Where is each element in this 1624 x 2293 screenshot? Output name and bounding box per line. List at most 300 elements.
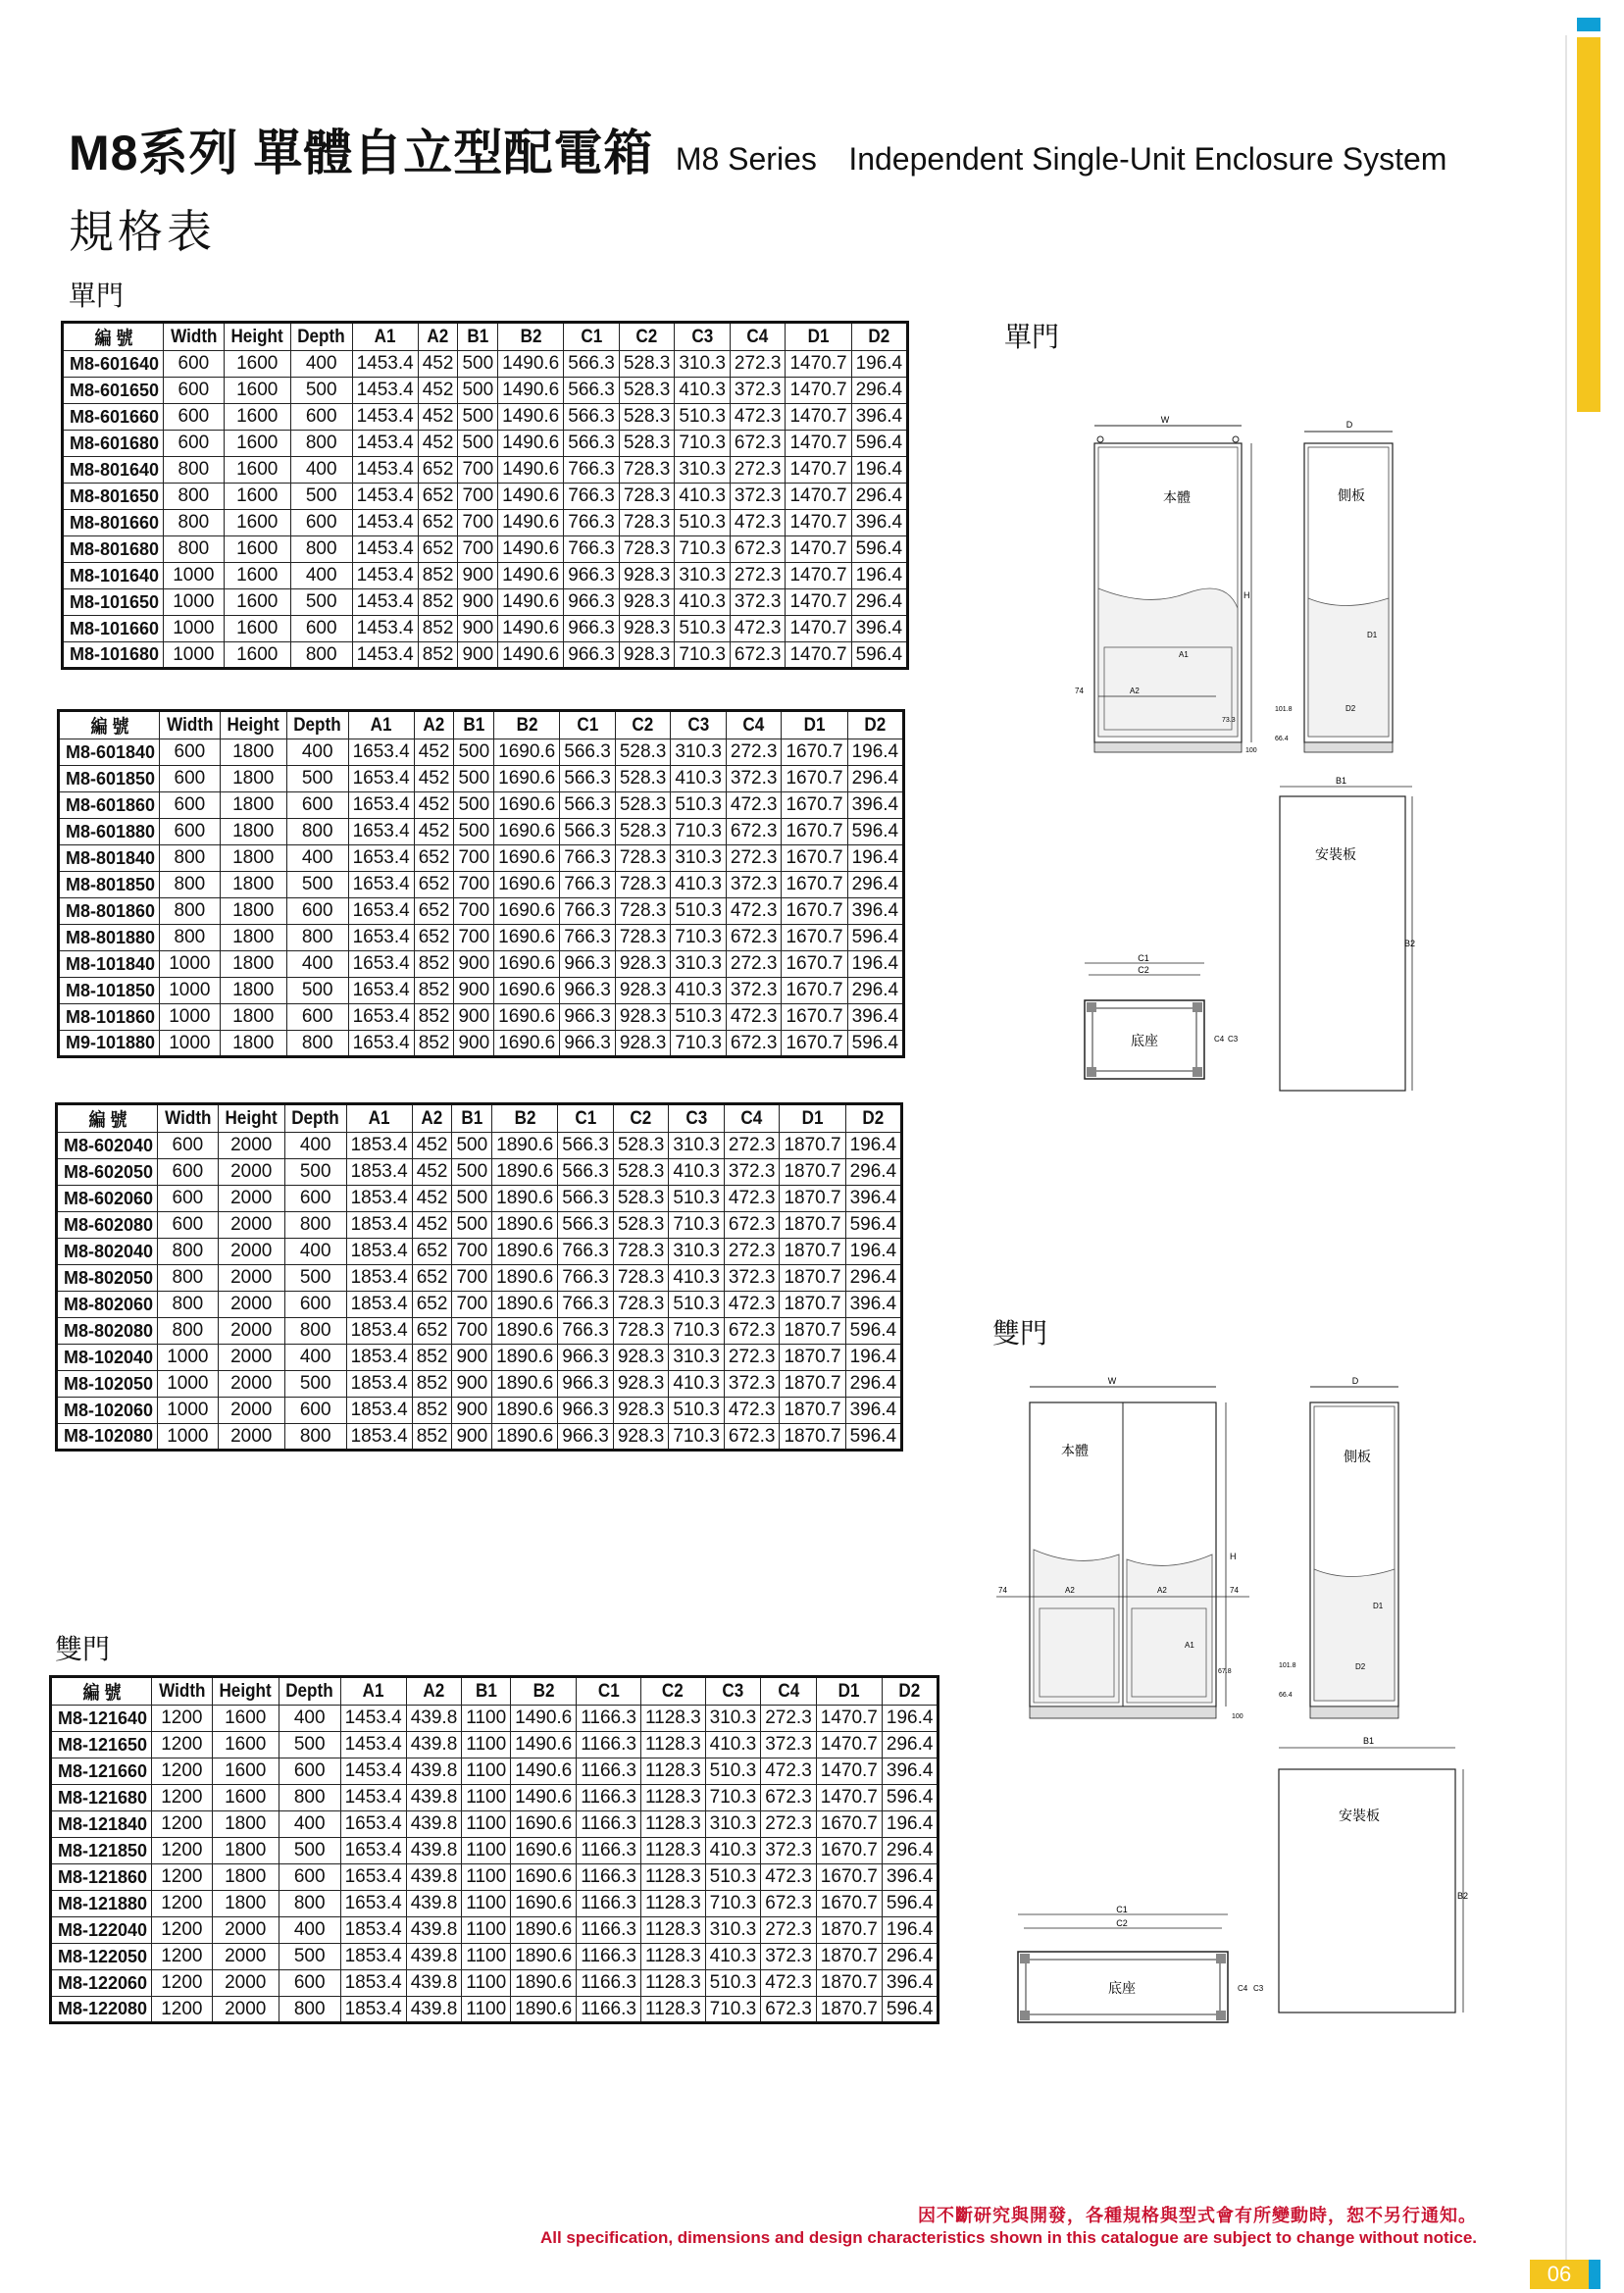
column-header: D2 <box>848 1104 899 1133</box>
spec-cell: 472.3 <box>730 510 786 536</box>
spec-cell: 600 <box>286 1004 348 1031</box>
spec-cell: 500 <box>458 431 498 457</box>
spec-cell: 800 <box>164 536 225 563</box>
spec-cell: 400 <box>290 457 352 484</box>
spec-cell: 966.3 <box>564 642 620 669</box>
spec-cell: 1853.4 <box>346 1212 412 1239</box>
table-row <box>57 1159 902 1186</box>
spec-cell: 966.3 <box>564 589 620 616</box>
spec-cell: 710.3 <box>675 536 731 563</box>
spec-table-single-2000 <box>55 1102 903 1452</box>
spec-cell: 400 <box>286 739 348 766</box>
table-row <box>59 739 904 766</box>
spec-cell: 566.3 <box>560 819 616 845</box>
dim-d1: D1 <box>1373 1602 1384 1610</box>
spec-cell: 600 <box>279 1970 340 1997</box>
spec-cell: 672.3 <box>724 1424 780 1451</box>
spec-cell: 472.3 <box>724 1398 780 1424</box>
spec-cell: 1000 <box>164 642 225 669</box>
model-code-cell: M8-121640 <box>51 1706 152 1732</box>
column-header: A1 <box>343 1677 402 1706</box>
spec-cell: 1600 <box>224 642 290 669</box>
model-code-cell: M8-601880 <box>59 819 160 845</box>
column-header: C3 <box>708 1677 758 1706</box>
spec-cell: 600 <box>158 1159 219 1186</box>
spec-cell: 966.3 <box>558 1345 614 1371</box>
spec-cell: 1890.6 <box>492 1265 558 1292</box>
spec-cell: 500 <box>454 792 494 819</box>
column-header: C1 <box>563 711 613 739</box>
spec-cell: 1653.4 <box>348 1004 414 1031</box>
spec-cell: 410.3 <box>669 1159 725 1186</box>
spec-cell: 196.4 <box>847 845 904 872</box>
spec-cell: 372.3 <box>730 484 786 510</box>
dim-101-8: 101.8 <box>1275 706 1293 713</box>
spec-cell: 600 <box>279 1758 340 1785</box>
spec-cell: 766.3 <box>564 510 620 536</box>
spec-cell: 672.3 <box>724 1318 780 1345</box>
spec-cell: 1653.4 <box>348 819 414 845</box>
spec-cell: 928.3 <box>615 1031 671 1057</box>
spec-cell: 272.3 <box>726 739 782 766</box>
spec-cell: 728.3 <box>613 1239 669 1265</box>
spec-cell: 1800 <box>220 1031 286 1057</box>
spec-cell: 510.3 <box>705 1758 761 1785</box>
spec-cell: 1100 <box>462 1811 511 1838</box>
spec-cell: 800 <box>290 642 352 669</box>
spec-cell: 966.3 <box>558 1424 614 1451</box>
spec-cell: 1100 <box>462 1944 511 1970</box>
spec-cell: 1800 <box>220 978 286 1004</box>
title-english-series: M8 Series <box>675 141 817 177</box>
spec-cell: 528.3 <box>615 766 671 792</box>
spec-cell: 500 <box>452 1186 492 1212</box>
single-mounting-plate-diagram <box>1265 775 1422 1098</box>
spec-cell: 410.3 <box>675 484 731 510</box>
column-header: Width <box>155 1677 209 1706</box>
spec-cell: 472.3 <box>730 616 786 642</box>
spec-cell: 310.3 <box>675 457 731 484</box>
table-header-row <box>51 1677 939 1706</box>
spec-cell: 566.3 <box>560 792 616 819</box>
table-header-row <box>63 323 908 351</box>
model-code-cell: M8-601640 <box>63 351 164 378</box>
spec-cell: 1200 <box>152 1997 213 2023</box>
spec-cell: 652 <box>418 510 458 536</box>
column-header: D1 <box>788 323 847 351</box>
spec-cell: 2000 <box>218 1424 284 1451</box>
column-header: C4 <box>733 323 783 351</box>
spec-cell: 652 <box>418 536 458 563</box>
table-row <box>51 1706 939 1732</box>
dim-c4: C4 <box>1238 1984 1248 1993</box>
spec-cell: 800 <box>158 1318 219 1345</box>
column-header: C2 <box>618 711 668 739</box>
spec-cell: 1453.4 <box>352 351 418 378</box>
spec-cell: 600 <box>164 431 225 457</box>
spec-cell: 800 <box>160 872 221 898</box>
spec-cell: 600 <box>284 1398 346 1424</box>
spec-cell: 400 <box>286 845 348 872</box>
spec-cell: 439.8 <box>406 1838 462 1864</box>
spec-cell: 500 <box>286 978 348 1004</box>
table-row <box>51 1864 939 1891</box>
spec-cell: 196.4 <box>882 1811 939 1838</box>
spec-cell: 400 <box>290 351 352 378</box>
model-code-cell: M8-122060 <box>51 1970 152 1997</box>
spec-cell: 1890.6 <box>492 1133 558 1159</box>
spec-cell: 272.3 <box>761 1811 817 1838</box>
spec-cell: 1100 <box>462 1838 511 1864</box>
spec-cell: 766.3 <box>560 845 616 872</box>
dim-h: H <box>1230 1552 1237 1561</box>
column-header: 編 號 <box>68 323 159 351</box>
spec-cell: 1690.6 <box>494 872 560 898</box>
spec-cell: 596.4 <box>851 431 908 457</box>
spec-cell: 500 <box>458 351 498 378</box>
spec-cell: 500 <box>452 1133 492 1159</box>
spec-cell: 410.3 <box>675 589 731 616</box>
spec-cell: 766.3 <box>558 1318 614 1345</box>
spec-cell: 1490.6 <box>511 1758 577 1785</box>
table-row <box>51 1997 939 2023</box>
spec-cell: 652 <box>418 457 458 484</box>
spec-cell: 1000 <box>160 1004 221 1031</box>
spec-cell: 700 <box>458 510 498 536</box>
column-header: C2 <box>644 1677 702 1706</box>
dim-w: W <box>1160 415 1170 425</box>
column-header: A2 <box>414 1104 450 1133</box>
column-header: C4 <box>764 1677 814 1706</box>
spec-cell: 1670.7 <box>782 819 847 845</box>
column-header: C1 <box>580 1677 637 1706</box>
table-row <box>57 1292 902 1318</box>
spec-cell: 596.4 <box>847 1031 904 1057</box>
spec-cell: 372.3 <box>726 978 782 1004</box>
spec-cell: 439.8 <box>406 1785 462 1811</box>
spec-cell: 600 <box>158 1212 219 1239</box>
spec-cell: 652 <box>412 1239 452 1265</box>
spec-cell: 1600 <box>224 536 290 563</box>
spec-cell: 310.3 <box>669 1345 725 1371</box>
spec-cell: 900 <box>452 1424 492 1451</box>
spec-cell: 500 <box>290 589 352 616</box>
spec-cell: 600 <box>286 792 348 819</box>
spec-cell: 439.8 <box>406 1706 462 1732</box>
spec-cell: 439.8 <box>406 1944 462 1970</box>
spec-cell: 672.3 <box>726 925 782 951</box>
spec-cell: 528.3 <box>619 431 675 457</box>
spec-cell: 1690.6 <box>494 792 560 819</box>
spec-cell: 410.3 <box>705 1732 761 1758</box>
spec-cell: 1690.6 <box>511 1838 577 1864</box>
spec-cell: 1600 <box>212 1706 279 1732</box>
spec-cell: 928.3 <box>615 1004 671 1031</box>
spec-cell: 966.3 <box>564 616 620 642</box>
spec-cell: 600 <box>279 1864 340 1891</box>
spec-cell: 1200 <box>152 1838 213 1864</box>
spec-cell: 439.8 <box>406 1864 462 1891</box>
table-row <box>57 1186 902 1212</box>
spec-cell: 800 <box>286 819 348 845</box>
spec-cell: 900 <box>452 1398 492 1424</box>
dim-a1: A1 <box>1179 650 1189 659</box>
spec-cell: 1870.7 <box>780 1292 845 1318</box>
column-header: D1 <box>783 1104 841 1133</box>
spec-cell: 728.3 <box>619 510 675 536</box>
column-header: C3 <box>672 1104 722 1133</box>
spec-cell: 196.4 <box>847 739 904 766</box>
spec-cell: 800 <box>279 1997 340 2023</box>
spec-cell: 900 <box>454 1004 494 1031</box>
dim-b2: B2 <box>1457 1891 1469 1901</box>
spec-cell: 652 <box>414 872 454 898</box>
spec-cell: 566.3 <box>558 1159 614 1186</box>
spec-cell: 372.3 <box>761 1944 817 1970</box>
spec-cell: 500 <box>290 378 352 404</box>
spec-cell: 500 <box>454 766 494 792</box>
spec-cell: 566.3 <box>564 351 620 378</box>
table-row <box>57 1424 902 1451</box>
spec-cell: 400 <box>279 1706 340 1732</box>
spec-cell: 1128.3 <box>640 1864 705 1891</box>
spec-cell: 1653.4 <box>348 766 414 792</box>
spec-cell: 1470.7 <box>786 457 851 484</box>
spec-cell: 1670.7 <box>782 845 847 872</box>
spec-cell: 1200 <box>152 1917 213 1944</box>
spec-cell: 500 <box>458 378 498 404</box>
spec-cell: 766.3 <box>558 1265 614 1292</box>
model-code-cell: M8-121650 <box>51 1732 152 1758</box>
spec-cell: 1853.4 <box>340 1917 406 1944</box>
spec-cell: 1653.4 <box>348 872 414 898</box>
spec-cell: 472.3 <box>761 1864 817 1891</box>
spec-cell: 528.3 <box>619 404 675 431</box>
spec-cell: 1128.3 <box>640 1785 705 1811</box>
spec-cell: 1800 <box>220 898 286 925</box>
spec-cell: 1690.6 <box>494 951 560 978</box>
dim-w: W <box>1107 1376 1117 1386</box>
spec-cell: 510.3 <box>675 510 731 536</box>
spec-cell: 1853.4 <box>346 1133 412 1159</box>
spec-cell: 1000 <box>158 1424 219 1451</box>
spec-cell: 1853.4 <box>346 1239 412 1265</box>
spec-cell: 852 <box>418 616 458 642</box>
spec-cell: 1600 <box>224 616 290 642</box>
column-header: A1 <box>349 1104 408 1133</box>
spec-cell: 400 <box>286 951 348 978</box>
table-row <box>63 351 908 378</box>
model-code-cell: M8-802060 <box>57 1292 158 1318</box>
spec-cell: 1470.7 <box>786 351 851 378</box>
table-row <box>51 1732 939 1758</box>
spec-cell: 1490.6 <box>498 616 564 642</box>
spec-cell: 900 <box>452 1345 492 1371</box>
spec-cell: 1690.6 <box>494 925 560 951</box>
spec-cell: 566.3 <box>560 739 616 766</box>
spec-cell: 310.3 <box>671 845 727 872</box>
spec-cell: 310.3 <box>705 1917 761 1944</box>
spec-cell: 2000 <box>212 1970 279 1997</box>
spec-cell: 1000 <box>158 1398 219 1424</box>
spec-cell: 1600 <box>212 1785 279 1811</box>
spec-cell: 800 <box>158 1292 219 1318</box>
spec-cell: 472.3 <box>726 792 782 819</box>
spec-cell: 1653.4 <box>348 739 414 766</box>
spec-cell: 1800 <box>212 1891 279 1917</box>
model-code-cell: M8-101860 <box>59 1004 160 1031</box>
table-row <box>51 1970 939 1997</box>
spec-cell: 1670.7 <box>782 739 847 766</box>
spec-cell: 2000 <box>212 1997 279 2023</box>
model-code-cell: M8-802040 <box>57 1239 158 1265</box>
spec-cell: 272.3 <box>724 1133 780 1159</box>
spec-cell: 928.3 <box>613 1424 669 1451</box>
spec-cell: 766.3 <box>564 457 620 484</box>
spec-cell: 652 <box>414 845 454 872</box>
single-base-diagram <box>1079 951 1245 1098</box>
model-code-cell: M8-602080 <box>57 1212 158 1239</box>
spec-cell: 452 <box>418 378 458 404</box>
model-code-cell: M8-101680 <box>63 642 164 669</box>
dim-74-right: 74 <box>1230 1586 1239 1595</box>
table-row <box>63 404 908 431</box>
spec-cell: 510.3 <box>669 1292 725 1318</box>
model-code-cell: M8-102060 <box>57 1398 158 1424</box>
spec-cell: 1453.4 <box>352 431 418 457</box>
spec-cell: 500 <box>286 872 348 898</box>
table-row <box>51 1811 939 1838</box>
table-row <box>63 484 908 510</box>
spec-cell: 852 <box>414 978 454 1004</box>
table-row <box>59 951 904 978</box>
side-panel-label: 側板 <box>1338 487 1365 503</box>
table-row <box>51 1785 939 1811</box>
spec-cell: 452 <box>418 351 458 378</box>
spec-cell: 728.3 <box>619 536 675 563</box>
spec-cell: 1690.6 <box>511 1811 577 1838</box>
spec-cell: 710.3 <box>669 1318 725 1345</box>
spec-cell: 766.3 <box>558 1292 614 1318</box>
spec-cell: 800 <box>160 845 221 872</box>
spec-cell: 1890.6 <box>511 1917 577 1944</box>
table-row <box>63 589 908 616</box>
spec-cell: 928.3 <box>619 642 675 669</box>
spec-cell: 1166.3 <box>577 1891 641 1917</box>
spec-cell: 1128.3 <box>640 1758 705 1785</box>
spec-cell: 728.3 <box>615 845 671 872</box>
spec-cell: 1490.6 <box>498 404 564 431</box>
spec-cell: 1670.7 <box>782 925 847 951</box>
spec-table-double <box>49 1675 939 2024</box>
spec-cell: 1600 <box>212 1758 279 1785</box>
spec-cell: 710.3 <box>675 642 731 669</box>
spec-cell: 2000 <box>218 1398 284 1424</box>
spec-cell: 500 <box>454 819 494 845</box>
spec-cell: 528.3 <box>613 1159 669 1186</box>
spec-cell: 1000 <box>164 616 225 642</box>
dim-d: D <box>1345 420 1353 430</box>
spec-cell: 196.4 <box>845 1239 902 1265</box>
model-code-cell: M8-801850 <box>59 872 160 898</box>
spec-cell: 1690.6 <box>494 845 560 872</box>
single-door-front-diagram <box>1069 412 1265 765</box>
spec-cell: 1653.4 <box>348 898 414 925</box>
dim-c2: C2 <box>1138 965 1149 975</box>
spec-cell: 1470.7 <box>816 1706 882 1732</box>
spec-cell: 800 <box>158 1265 219 1292</box>
spec-cell: 1600 <box>224 404 290 431</box>
spec-cell: 310.3 <box>671 951 727 978</box>
column-header: Depth <box>293 323 349 351</box>
spec-cell: 672.3 <box>724 1212 780 1239</box>
spec-cell: 928.3 <box>615 951 671 978</box>
spec-cell: 439.8 <box>406 1970 462 1997</box>
spec-cell: 1490.6 <box>498 431 564 457</box>
spec-cell: 372.3 <box>730 589 786 616</box>
dim-c1: C1 <box>1116 1905 1128 1914</box>
spec-cell: 500 <box>458 404 498 431</box>
spec-cell: 1870.7 <box>816 1997 882 2023</box>
spec-cell: 596.4 <box>882 1785 939 1811</box>
spec-cell: 196.4 <box>845 1345 902 1371</box>
spec-cell: 1453.4 <box>352 616 418 642</box>
spec-cell: 1470.7 <box>786 536 851 563</box>
spec-cell: 1100 <box>462 1758 511 1785</box>
spec-cell: 528.3 <box>613 1212 669 1239</box>
spec-cell: 1653.4 <box>348 792 414 819</box>
spec-cell: 852 <box>412 1345 452 1371</box>
spec-cell: 272.3 <box>730 563 786 589</box>
spec-cell: 728.3 <box>615 925 671 951</box>
spec-cell: 439.8 <box>406 1997 462 2023</box>
spec-cell: 2000 <box>212 1944 279 1970</box>
spec-cell: 966.3 <box>558 1398 614 1424</box>
spec-cell: 1870.7 <box>780 1398 845 1424</box>
spec-cell: 528.3 <box>615 739 671 766</box>
double-base-diagram <box>1010 1903 1275 2040</box>
spec-cell: 472.3 <box>726 898 782 925</box>
spec-cell: 1653.4 <box>348 925 414 951</box>
model-code-cell: M8-101840 <box>59 951 160 978</box>
spec-cell: 296.4 <box>845 1371 902 1398</box>
spec-cell: 1653.4 <box>348 1031 414 1057</box>
spec-cell: 1800 <box>220 925 286 951</box>
spec-cell: 800 <box>284 1424 346 1451</box>
column-header: A1 <box>351 711 410 739</box>
spec-cell: 1800 <box>220 739 286 766</box>
spec-cell: 272.3 <box>730 351 786 378</box>
spec-cell: 672.3 <box>730 536 786 563</box>
model-code-cell: M8-121660 <box>51 1758 152 1785</box>
column-header: D2 <box>850 711 901 739</box>
spec-cell: 852 <box>412 1424 452 1451</box>
spec-cell: 439.8 <box>406 1758 462 1785</box>
spec-cell: 2000 <box>218 1345 284 1371</box>
spec-cell: 472.3 <box>761 1970 817 1997</box>
model-code-cell: M8-801640 <box>63 457 164 484</box>
spec-cell: 1870.7 <box>780 1318 845 1345</box>
spec-cell: 1690.6 <box>494 739 560 766</box>
model-code-cell: M8-102050 <box>57 1371 158 1398</box>
spec-cell: 672.3 <box>726 819 782 845</box>
spec-cell: 852 <box>414 951 454 978</box>
spec-cell: 1600 <box>224 431 290 457</box>
spec-cell: 700 <box>458 484 498 510</box>
double-base-label: 底座 <box>1108 1980 1136 1996</box>
spec-cell: 652 <box>418 484 458 510</box>
spec-cell: 966.3 <box>560 1004 616 1031</box>
